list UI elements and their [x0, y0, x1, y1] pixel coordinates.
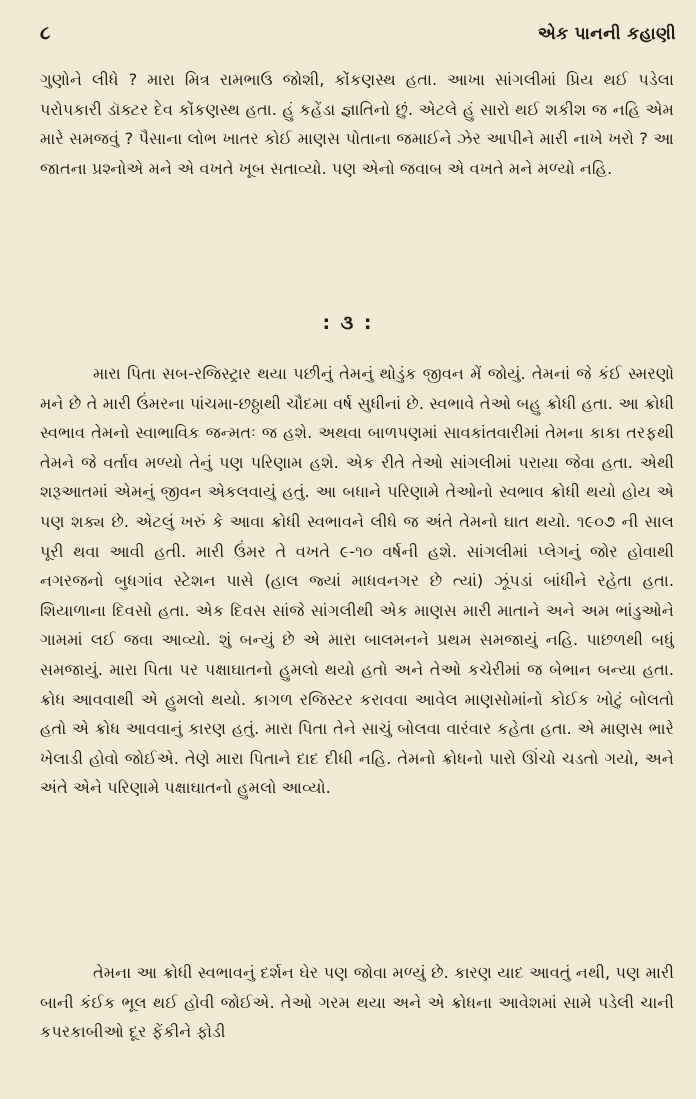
paragraph-continuation: ગુણોને લીધે ? મારા મિત્ર રામભાઉ જોશી, કોંકણસ્થ હતા. આખા સાંગલીમાં પ્રિય થઈ પડેલા પરોપકારી ડૉક્ટર દેવ કોંકણસ્થ હતા. હું કહેંડા જ્ઞાતિનો છું. એટલે હું સારો થઈ શકીશ જ નહિ એમ મારે સમજવું ? પૈસાના લોભ ખાતર કોઈ માણસ પોતાના જમાઈને ઝેર આપીને મારી નાખે ખરો ? આ જાતના પ્રશ્નોએ મને એ વખતે ખૂબ સતાવ્યો. પણ એનો જવાબ એ વખતે મને મળ્યો નહિ. [40, 70, 674, 178]
paragraph-home-incident: તેમના આ ક્રોધી સ્વભાવનું દર્શન ઘેર પણ જોવા મળ્યું છે. કારણ યાદ આવતું નથી, પણ મારી બાની કંઈક ભૂલ થઈ હોવી જોઈએ. તેઓ ગરમ થયા અને એ ક્રોધના આવેશમાં સામે પડેલી ચાની કપરકાબીઓ દૂર ફેંકીને ફોડી [40, 963, 674, 1042]
paragraph-father-temper: મારા પિતા સબ-રજિસ્ટ્રાર થયા પછીનું તેમનું થોડુંક જીવન મેં જોયું. તેમનાં જે કંઈ સ્મરણો મને છે તે મારી ઉંમરના પાંચમા-છઠ્ઠાથી ચૌદમા વર્ષ સુધીનાં છે. સ્વભાવે તેઓ બહુ ક્રોધી હતા. આ ક્રોધી સ્વભાવ તેમનો સ્વાભાવિક જન્મતઃ જ હશે. અથવા બાળપણમાં સાવકાંતવારીમાં તેમના કાકા તરફથી તેમને જે વર્તાવ મળ્યો તેનું પણ પરિણામ હશે. એક રીતે તેઓ સાંગલીમાં પરાયા જેવા હતા. એથી શરૂઆતમાં એમનું જીવન એકલવાયું હતું. આ બધાને પરિણામે તેઓનો સ્વભાવ ક્રોધી થયો હોય એ પણ શક્ય છે. એટલું ખરું કે આવા ક્રોધી સ્વભાવને લીધે જ અંતે તેમનો ઘાત થયો. ૧૯૦૭ ની સાલ પૂરી થવા આવી હતી. મારી ઉંમર તે વખતે ૯-૧૦ વર્ષની હશે. સાંગલીમાં પ્લેગનું જોર હોવાથી નગરજનો બુધગાંવ સ્ટેશન પાસે (હાલ જ્યાં માધવનગર છે ત્યાં) ઝૂંપડાં બાંધીને રહેતા હતા. શિયાળાના દિવસો હતા. એક દિવસ સાંજે સાંગલીથી એક માણસ મારી માતાને અને અમ ભાંડુઓને ગામમાં લઈ જવા આવ્યો. શું બન્યું છે એ મારા બાલમનને પ્રથમ સમજાયું નહિ. પાછળથી બધું સમજાયું. મારા પિતા પર પક્ષાઘાતનો હુમલો થયો હતો અને તેઓ કચેરીમાં જ બેભાન બન્યા હતા. ક્રોધ આવવાથી એ હુમલો થયો. કાગળ રજિસ્ટર કરાવવા આવેલ માણસોમાંનો કોઈક ખોટું બોલતો હતો એ ક્રોધ આવવાનું કારણ હતું. મારા પિતા તેને સાચું બોલવા વારંવાર કહેતા હતા. એ માણસ ભારે ખેલાડી હોવો જોઈએ. તેણે મારા પિતાને દાદ દીધી નહિ. તેમનો ક્રોધનો પારો ઊંચો ચડતો ગયો, અને અંતે એને પરિણામે પક્ષાઘાતનો હુમલો આવ્યો. [40, 364, 674, 798]
page-header [40, 22, 676, 44]
running-title: એક પાનની કહાણી [537, 24, 676, 44]
section-number: : ૩ : [322, 312, 374, 334]
page-number: ૮ [40, 22, 51, 44]
